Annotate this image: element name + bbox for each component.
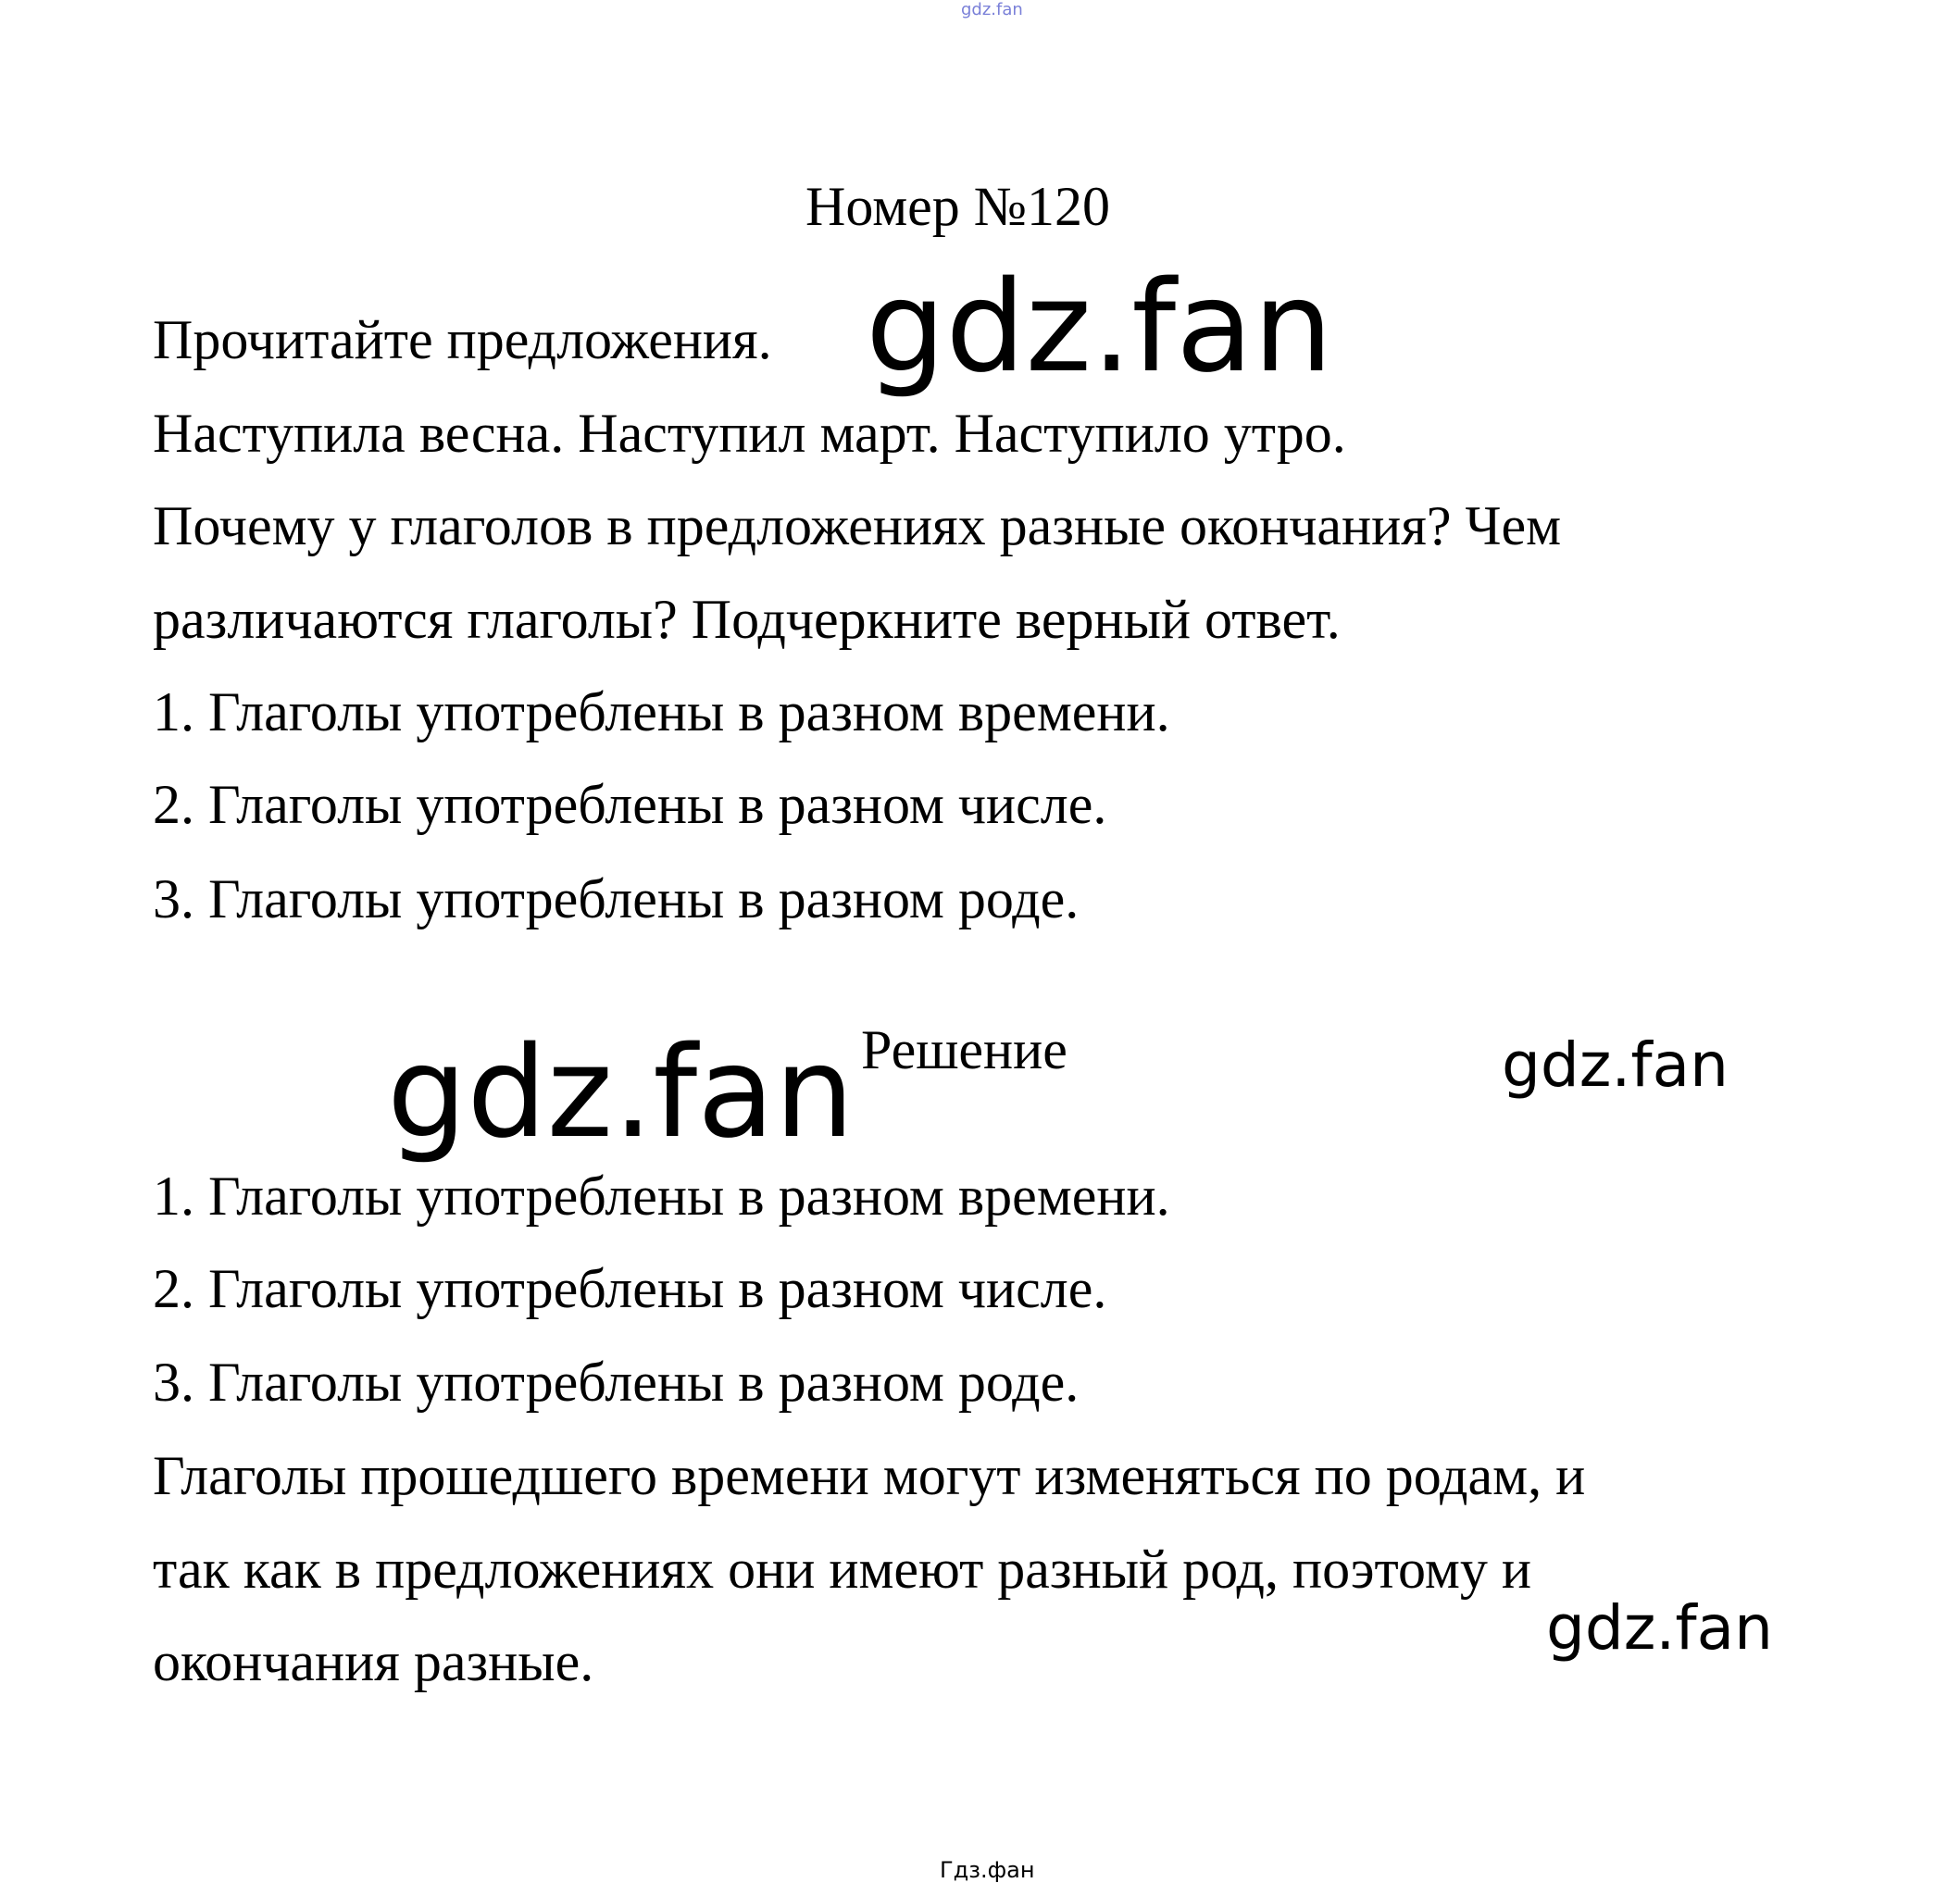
solution-explanation-line3: окончания разные. (153, 1631, 594, 1692)
watermark-medium-1: gdz.fan (1502, 1029, 1729, 1101)
page-title: Номер №120 (805, 176, 1111, 237)
task-question-line2: различаются глаголы? Подчеркните верный ответ. (153, 589, 1341, 650)
watermark-medium-2: gdz.fan (1546, 1592, 1773, 1664)
task-option-3: 3. Глаголы употреблены в разном роде. (153, 868, 1080, 929)
top-watermark: gdz.fan (961, 0, 1023, 19)
task-option-1: 1. Глаголы употреблены в разном времени. (153, 681, 1170, 742)
watermark-large-2: gdz.fan (387, 1020, 855, 1166)
solution-heading: Решение (861, 1019, 1067, 1080)
solution-option-2: 2. Глаголы употреблены в разном числе. (153, 1258, 1107, 1319)
solution-option-1: 1. Глаголы употреблены в разном времени. (153, 1166, 1170, 1227)
watermark-large-1: gdz.fan (866, 255, 1333, 401)
task-option-2: 2. Глаголы употреблены в разном числе. (153, 774, 1107, 835)
task-instruction: Прочитайте предложения. (153, 309, 772, 370)
footer-watermark: Гдз.фан (940, 1857, 1035, 1883)
solution-explanation-line1: Глаголы прошедшего времени могут изменяться по родам, и (153, 1445, 1586, 1506)
task-question-line1: Почему у глаголов в предложениях разные окончания? Чем (153, 495, 1562, 556)
solution-explanation-line2: так как в предложениях они имеют разный род, поэтому и (153, 1539, 1531, 1600)
task-sentences: Наступила весна. Наступил март. Наступило утро. (153, 403, 1346, 464)
solution-option-3: 3. Глаголы употреблены в разном роде. (153, 1352, 1080, 1413)
